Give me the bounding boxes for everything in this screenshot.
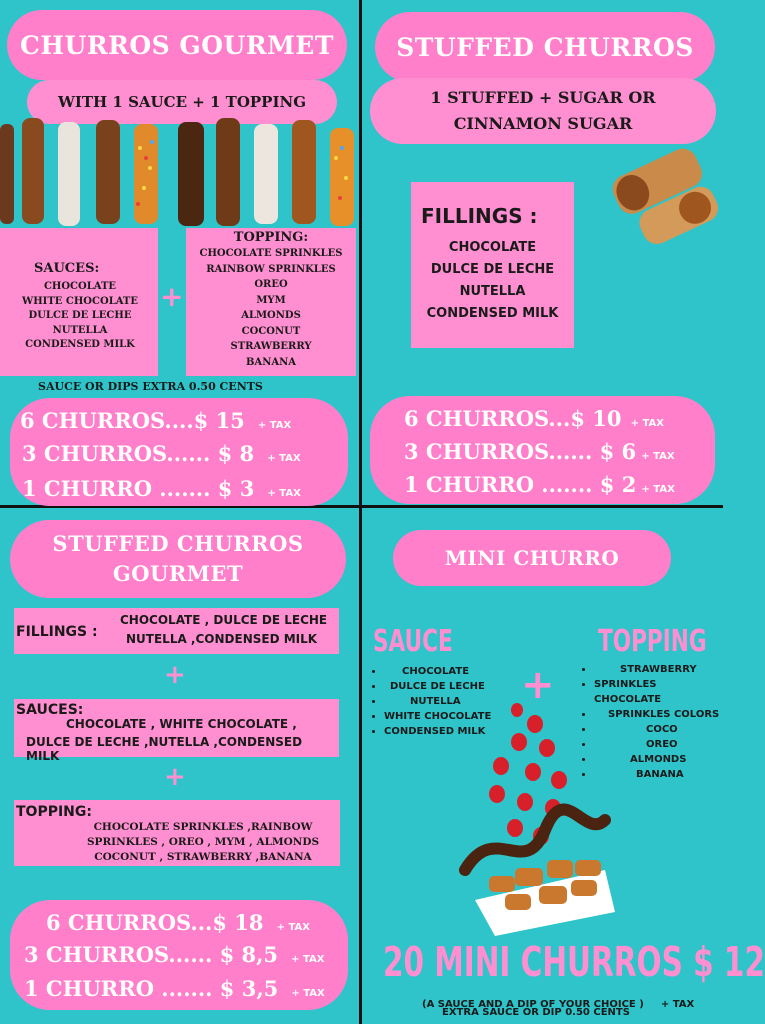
price-row xyxy=(22,441,301,466)
gourmet-topping-line2: SPRINKLES , OREO , MYM , ALMONDS xyxy=(86,836,320,848)
fillings-title: FILLINGS : xyxy=(421,204,538,228)
plus-icon: + xyxy=(160,280,184,313)
sauce-item: DULCE DE LECHE xyxy=(28,310,132,321)
vertical-divider xyxy=(359,0,362,1024)
gourmet-topping-label: TOPPING: xyxy=(16,804,92,820)
gourmet-topping-box xyxy=(14,800,340,866)
price-row xyxy=(24,976,325,1001)
price-label: 6 CHURROS....$ 15 xyxy=(20,408,245,433)
sauces-box xyxy=(0,228,158,376)
churro-stick xyxy=(0,118,354,226)
sauce-item: CONDENSED MILK xyxy=(25,339,135,350)
gourmet-sauces-line2: DULCE DE LECHE ,NUTELLA ,CONDENSED MILK xyxy=(26,735,303,763)
plus-icon: + xyxy=(164,660,186,690)
churros-gourmet-subtitle: WITH 1 SAUCE + 1 TOPPING xyxy=(58,93,306,111)
gourmet-topping-lines xyxy=(68,820,338,865)
mini-topping-item: • COCO xyxy=(594,722,720,737)
tax-label: + TAX xyxy=(257,420,292,431)
price-label: 1 CHURRO ....... $ 3,5 xyxy=(24,976,279,1001)
mini-churro-price: 20 MINI CHURROS $ 12 xyxy=(383,938,765,986)
tax-label: + TAX xyxy=(267,488,301,499)
topping-title: TOPPING: xyxy=(233,230,309,245)
tax-label: + TAX xyxy=(630,418,664,429)
price-label: 6 CHURROS...$ 10 xyxy=(404,406,622,431)
mini-topping-item: • SPRINKLES CHOCOLATE xyxy=(594,677,720,707)
gourmet-topping-line1: CHOCOLATE SPRINKLES ,RAINBOW xyxy=(93,821,313,833)
price-label: 3 CHURROS...... $ 8 xyxy=(22,441,255,466)
stuffed-gourmet-title-pill xyxy=(10,520,346,598)
price-row xyxy=(404,439,675,464)
gourmet-sauces-box xyxy=(14,699,339,763)
mini-sauce-item: • WHITE CHOCOLATE xyxy=(384,709,520,724)
plus-icon: + xyxy=(164,762,186,792)
mini-churro-title: MINI CHURRO xyxy=(444,546,620,570)
mini-topping-title: TOPPING xyxy=(598,624,707,659)
price-label: 1 CHURRO ....... $ 2 xyxy=(404,472,637,497)
price-row xyxy=(404,406,664,431)
topping-item: RAINBOW SPRINKLES xyxy=(206,263,336,275)
stuffed-gourmet-title-line1: STUFFED CHURROS xyxy=(52,531,304,556)
tax-label: + TAX xyxy=(267,453,301,464)
mini-churro-title-pill xyxy=(393,530,671,586)
price-label: 1 CHURRO ....... $ 3 xyxy=(22,476,255,501)
tax-label: + TAX xyxy=(641,484,675,495)
topping-list xyxy=(186,230,356,370)
sauce-item: NUTELLA xyxy=(52,324,108,336)
topping-item: COCONUT xyxy=(241,325,301,337)
stuffed-gourmet-title-line2: GOURMET xyxy=(112,561,244,586)
sauce-item: CHOCOLATE xyxy=(43,281,117,292)
gourmet-fillings-line2: NUTELLA ,CONDENSED MILK xyxy=(126,632,318,646)
filling-item: DULCE DE LECHE xyxy=(430,262,555,277)
gourmet-fillings-box xyxy=(14,608,339,654)
stuffed-churros-subtitle-pill xyxy=(370,78,716,144)
churros-gourmet-title: CHURROS GOURMET xyxy=(20,30,334,60)
sauces-title: SAUCES: xyxy=(34,261,100,276)
mini-topping-item: • STRAWBERRY xyxy=(594,662,720,677)
price-row xyxy=(22,476,301,501)
churros-gourmet-title-pill xyxy=(7,10,347,80)
mini-churros-photo xyxy=(455,700,623,940)
topping-box xyxy=(186,228,356,376)
stuffed-churros-prices xyxy=(370,396,715,504)
filling-item: NUTELLA xyxy=(459,284,526,299)
price-label: 6 CHURROS...$ 18 xyxy=(46,910,264,935)
stuffed-churros-title: STUFFED CHURROS xyxy=(396,32,694,62)
churros-photo xyxy=(0,118,358,228)
gourmet-fillings-label: FILLINGS : xyxy=(16,624,98,640)
filling-item: CONDENSED MILK xyxy=(426,306,559,321)
stuffed-churros-title-pill xyxy=(375,12,715,82)
topping-item: CHOCOLATE SPRINKLES xyxy=(199,248,343,259)
mini-topping-item: • OREO xyxy=(594,737,720,752)
tax-label: + TAX xyxy=(276,922,310,933)
mini-note-tax: + TAX xyxy=(660,999,695,1010)
stuffed-churros-photo xyxy=(608,140,720,256)
mini-note1: (A SAUCE AND A DIP OF YOUR CHOICE ) xyxy=(422,999,644,1010)
mini-sauce-item: • DULCE DE LECHE xyxy=(384,679,520,694)
extra-note: SAUCE OR DIPS EXTRA 0.50 CENTS xyxy=(38,380,263,393)
fillings-box xyxy=(411,182,574,348)
churros-gourmet-prices xyxy=(10,398,348,506)
price-label: 3 CHURROS...... $ 8,5 xyxy=(24,942,279,967)
price-row xyxy=(46,910,310,935)
stuffed-gourmet-prices xyxy=(10,900,348,1010)
tax-label: + TAX xyxy=(641,451,675,462)
mini-topping-item: • BANANA xyxy=(594,767,720,782)
stuffed-subtitle-line2: CINNAMON SUGAR xyxy=(453,114,633,133)
mini-sauce-item: • NUTELLA xyxy=(384,694,520,709)
stuffed-subtitle-line1: 1 STUFFED + SUGAR OR xyxy=(430,88,656,107)
gourmet-sauces-line1: CHOCOLATE , WHITE CHOCOLATE , xyxy=(66,717,297,731)
topping-item: ALMONDS xyxy=(241,310,301,321)
topping-item: BANANA xyxy=(245,356,296,368)
filling-item: CHOCOLATE xyxy=(448,240,537,255)
mini-sauce-item: • CHOCOLATE xyxy=(384,664,520,679)
mini-sauce-title: SAUCE xyxy=(373,624,453,659)
fillings-list xyxy=(411,237,574,325)
mini-note2: EXTRA SAUCE OR DIP 0.50 CENTS xyxy=(442,1007,630,1018)
gourmet-topping-line3: COCONUT , STRAWBERRY ,BANANA xyxy=(94,851,312,863)
sauce-item: WHITE CHOCOLATE xyxy=(22,295,138,307)
topping-item: STRAWBERRY xyxy=(230,341,312,352)
topping-item: OREO xyxy=(254,279,288,290)
price-row xyxy=(404,472,675,497)
tax-label: + TAX xyxy=(291,988,325,999)
price-label: 3 CHURROS...... $ 6 xyxy=(404,439,637,464)
mini-sauce-item: • CONDENSED MILK xyxy=(384,724,520,739)
gourmet-sauces-label: SAUCES: xyxy=(16,702,84,718)
price-row xyxy=(24,942,325,967)
gourmet-fillings-line1: CHOCOLATE , DULCE DE LECHE xyxy=(120,613,328,627)
sauces-list xyxy=(0,280,160,353)
price-row xyxy=(20,408,291,433)
tax-label: + TAX xyxy=(291,954,325,965)
plus-icon: + xyxy=(521,662,555,708)
mini-topping-item: • ALMONDS xyxy=(594,752,720,767)
topping-item: MYM xyxy=(256,294,286,306)
mini-topping-item: • SPRINKLES COLORS xyxy=(594,707,720,722)
